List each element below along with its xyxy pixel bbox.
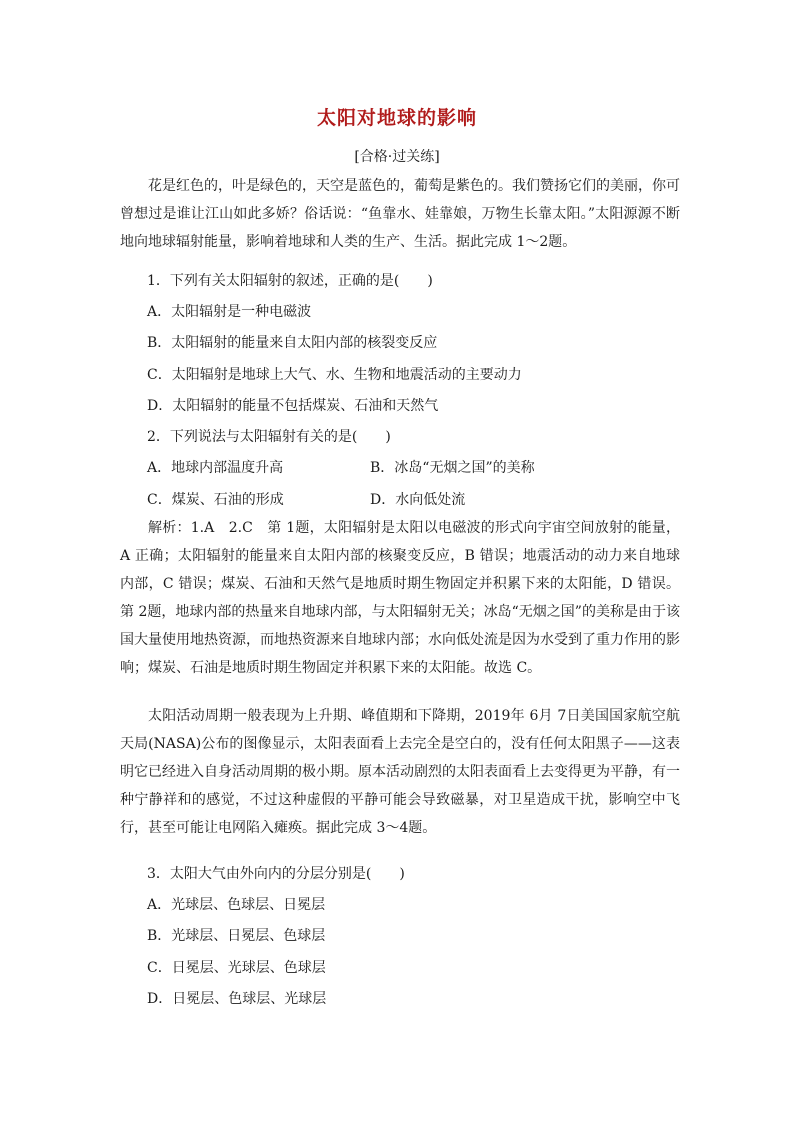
q1-option-d: D．太阳辐射的能量不包括煤炭、石油和天然气 [147, 398, 439, 414]
section-subtitle: [合格·过关练] [354, 149, 440, 165]
passage-2: 太阳活动周期一般表现为上升期、峰值期和下降期，2019年 6月 7日美国国家航空航天局(NASA)公布的图像显示，太阳表面看上去完全是空白的，没有任何太阳黑子——这表明它已经进入自身活动周期的极小期。原本活动剧烈的太阳表面看上去变得更为平静，有一种宁静祥和的感觉，不过这种虚假的平静可能会导致磁暴，对卫星造成干扰，影响空中飞行，甚至可能让电网陷入瘫痪。据此完成 3～4题。 [120, 708, 680, 836]
q3-option-c: C．日冕层、光球层、色球层 [147, 960, 326, 976]
q1-option-c: C．太阳辐射是地球上大气、水、生物和地震活动的主要动力 [147, 367, 522, 383]
q2-option-d: D．水向低处流 [370, 492, 466, 508]
q2-option-c: C．煤炭、石油的形成 [147, 492, 284, 508]
passage-1: 花是红色的，叶是绿色的，天空是蓝色的，葡萄是紫色的。我们赞扬它们的美丽，你可曾想过是谁让江山如此多娇？俗话说：“鱼靠水、娃靠娘，万物生长靠太阳。”太阳源源不断地向地球辐射能量，影响着地球和人类的生产、生活。据此完成 1～2题。 [120, 178, 680, 250]
q3-option-b: B．光球层、日冕层、色球层 [147, 928, 326, 944]
q3-option-a: A．光球层、色球层、日冕层 [147, 897, 326, 913]
q1-stem: 1．下列有关太阳辐射的叙述，正确的是( ) [147, 273, 433, 289]
page-title: 太阳对地球的影响 [316, 107, 477, 129]
q1-option-b: B．太阳辐射的能量来自太阳内部的核裂变反应 [147, 335, 438, 351]
q3-option-d: D．日冕层、色球层、光球层 [147, 991, 327, 1007]
q3-stem: 3．太阳大气由外向内的分层分别是( ) [147, 866, 405, 882]
q2-stem: 2．下列说法与太阳辐射有关的是( ) [147, 429, 391, 445]
q1-option-a: A．太阳辐射是一种电磁波 [147, 304, 312, 320]
analysis: 解析：1.A 2.C 第 1题，太阳辐射是太阳以电磁波的形式向宇宙空间放射的能量，A 正确；太阳辐射的能量来自太阳内部的核聚变反应，B 错误；地震活动的动力来自地球内部，C 错误；煤炭、石油和天然气是地质时期生物固定并积累下来的太阳能，D 错误。第 2题，地球内部的热量来自地球内部，与太阳辐射无关；冰岛“无烟之国”的美称是由于该国大量使用地热资源，而地热资源来自地球内部；水向低处流是因为水受到了重力作用的影响；煤炭、石油是地质时期生物固定并积累下来的太阳能。故选 C。 [120, 520, 680, 676]
q2-option-a: A．地球内部温度升高 [147, 460, 284, 476]
q2-option-b: B．冰岛“无烟之国”的美称 [370, 460, 535, 476]
